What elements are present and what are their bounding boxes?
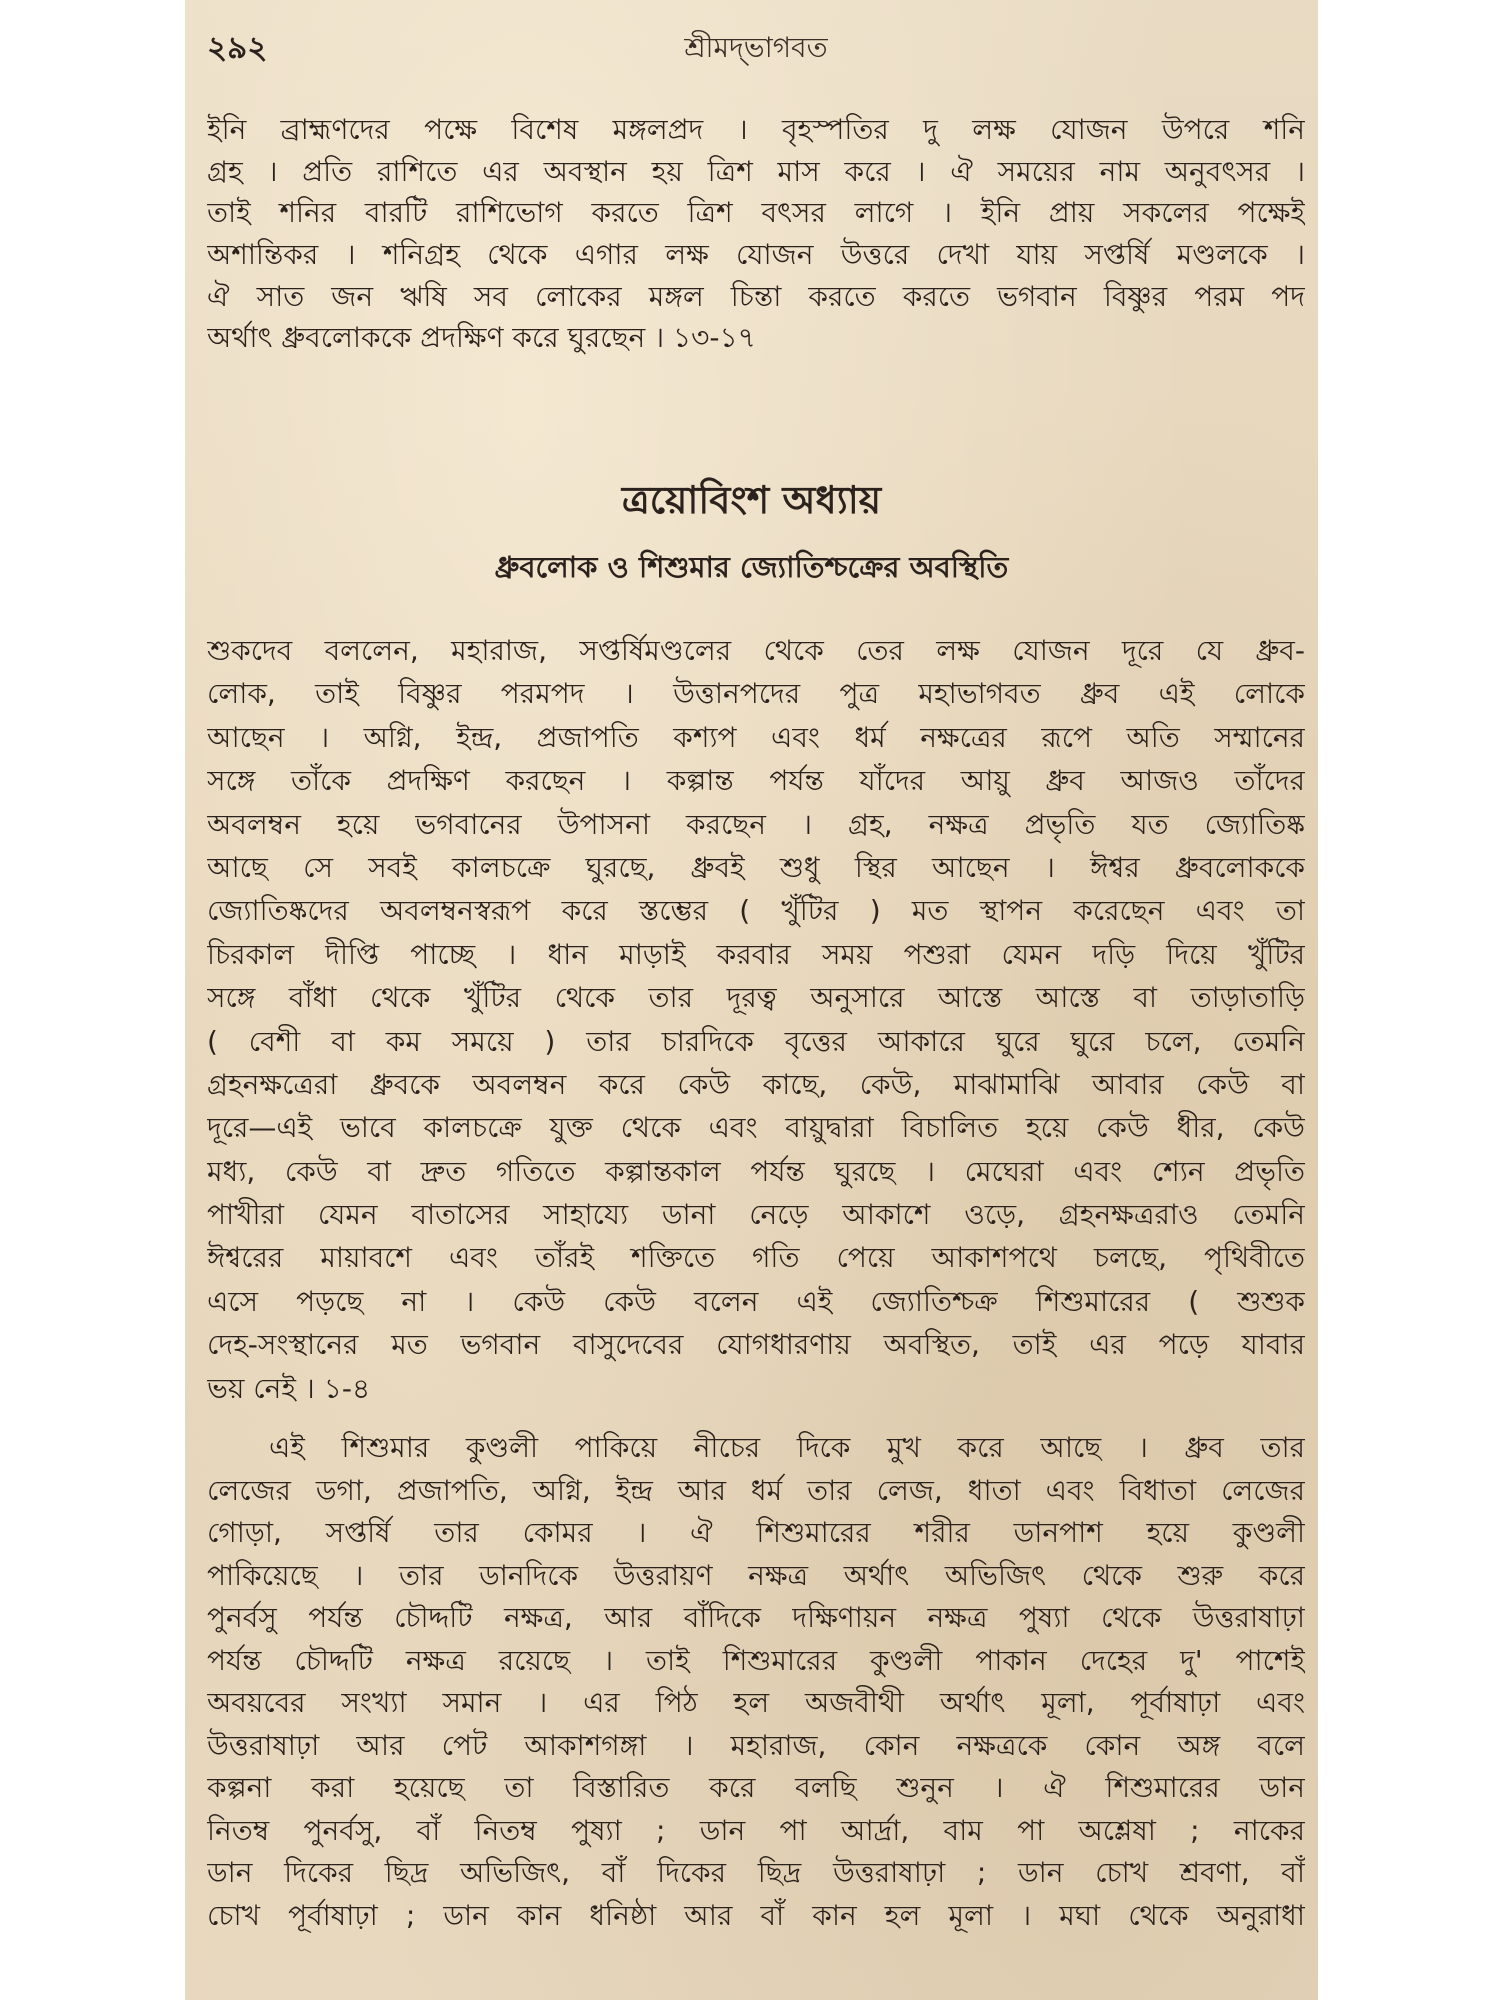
text-line: এই শিশুমার কুণ্ডলী পাকিয়ে নীচের দিকে মুখ করে আছে । ধ্রুব তার	[269, 1431, 1305, 1464]
page-header	[207, 26, 1305, 70]
chapter-subtitle: ধ্রুবলোক ও শিশুমার জ্যোতিশ্চক্রের অবস্থিতি	[494, 550, 1009, 584]
text-line: চোখ পূর্বাষাঢ়া ; ডান কান ধনিষ্ঠা আর বাঁ কান হল মূলা । মঘা থেকে অনুরাধা	[207, 1898, 1305, 1932]
text-line: জ্যোতিষ্কদের অবলম্বনস্বরূপ করে স্তম্ভের ( খুঁটির ) মত স্থাপন করেছেন এবং তা	[207, 894, 1305, 928]
paper-sheet	[185, 0, 1318, 2000]
text-line: পাকিয়েছে । তার ডানদিকে উত্তরায়ণ নক্ষত্র অর্থাৎ অভিজিৎ থেকে শুরু করে	[207, 1558, 1305, 1592]
text-line: পর্যন্ত চৌদ্দটি নক্ষত্র রয়েছে । তাই শিশুমারের কুণ্ডলী পাকান দেহের দু' পাশেই	[207, 1643, 1305, 1677]
text-line: সঙ্গে তাঁকে প্রদক্ষিণ করছেন । কল্পান্ত পর্যন্ত যাঁদের আয়ু ধ্রুব আজও তাঁদের	[207, 764, 1305, 798]
text-line: দেহ-সংস্থানের মত ভগবান বাসুদেবের যোগধারণায় অবস্থিত, তাই এর পড়ে যাবার	[207, 1328, 1305, 1362]
text-line: পুনর্বসু পর্যন্ত চৌদ্দটি নক্ষত্র, আর বাঁদিকে দক্ষিণায়ন নক্ষত্র পুষ্যা থেকে উত্তরাষাঢ়া	[207, 1601, 1305, 1634]
text-line: ( বেশী বা কম সময়ে ) তার চারদিকে বৃত্তের আকারে ঘুরে ঘুরে চলে, তেমনি	[207, 1024, 1305, 1058]
text-line: গ্রহনক্ষত্রেরা ধ্রুবকে অবলম্বন করে কেউ কাছে, কেউ, মাঝামাঝি আবার কেউ বা	[207, 1067, 1305, 1101]
text-line: ডান দিকের ছিদ্র অভিজিৎ, বাঁ দিকের ছিদ্র উত্তরাষাঢ়া ; ডান চোখ শ্রবণা, বাঁ	[207, 1856, 1305, 1889]
paragraph	[207, 629, 1305, 1410]
running-title: শ্রীমদ্‌ভাগবত	[684, 31, 828, 64]
text-line: এসে পড়ছে না । কেউ কেউ বলেন এই জ্যোতিশ্চক্র শিশুমারের ( শুশুক	[207, 1284, 1305, 1318]
text-line: অবলম্বন হয়ে ভগবানের উপাসনা করছেন । গ্রহ, নক্ষত্র প্রভৃতি যত জ্যোতিষ্ক	[207, 807, 1305, 841]
text-line: অর্থাৎ ধ্রুবলোককে প্রদক্ষিণ করে ঘুরছেন । ১৩-১৭	[207, 321, 756, 355]
text-line: আছেন । অগ্নি, ইন্দ্র, প্রজাপতি কশ্যপ এবং ধর্ম নক্ষত্রের রূপে অতি সম্মানের	[207, 720, 1305, 754]
text-line: ভয় নেই । ১-৪	[207, 1371, 371, 1405]
text-line: চিরকাল দীপ্তি পাচ্ছে । ধান মাড়াই করবার সময় পশুরা যেমন দড়ি দিয়ে খুঁটির	[207, 937, 1305, 971]
text-line: ঐ সাত জন ঋষি সব লোকের মঙ্গল চিন্তা করতে করতে ভগবান বিষ্ণুর পরম পদ	[207, 279, 1305, 313]
text-line: নিতম্ব পুনর্বসু, বাঁ নিতম্ব পুষ্যা ; ডান পা আর্দ্রা, বাম পা অশ্লেষা ; নাকের	[207, 1813, 1305, 1847]
text-line: পাখীরা যেমন বাতাসের সাহায্যে ডানা নেড়ে আকাশে ওড়ে, গ্রহনক্ষত্ররাও তেমনি	[207, 1198, 1305, 1232]
text-line: শুকদেব বললেন, মহারাজ, সপ্তর্ষিমণ্ডলের থেকে তের লক্ষ যোজন দূরে যে ধ্রুব-	[207, 634, 1305, 667]
text-line: গ্রহ । প্রতি রাশিতে এর অবস্থান হয় ত্রিশ মাস করে । ঐ সময়ের নাম অনুবৎসর ।	[207, 154, 1305, 188]
text-line: তাই শনির বারটি রাশিভোগ করতে ত্রিশ বৎসর লাগে । ইনি প্রায় সকলের পক্ষেই	[207, 196, 1305, 230]
text-line: আছে সে সবই কালচক্রে ঘুরছে, ধ্রুবই শুধু স্থির আছেন । ঈশ্বর ধ্রুবলোককে	[207, 850, 1305, 884]
text-line: উত্তরাষাঢ়া আর পেট আকাশগঙ্গা । মহারাজ, কোন নক্ষত্রকে কোন অঙ্গ বলে	[207, 1728, 1305, 1762]
text-line: ইনি ব্রাহ্মণদের পক্ষে বিশেষ মঙ্গলপ্রদ । বৃহস্পতির দু লক্ষ যোজন উপরে শনি	[207, 113, 1305, 146]
text-line: গোড়া, সপ্তর্ষি তার কোমর । ঐ শিশুমারের শরীর ডানপাশ হয়ে কুণ্ডলী	[207, 1516, 1305, 1549]
paragraph-continued	[207, 109, 1305, 359]
text-line: লোক, তাই বিষ্ণুর পরমপদ । উত্তানপদের পুত্র মহাভাগবত ধ্রুব এই লোকে	[207, 677, 1305, 711]
text-line: অবয়বের সংখ্যা সমান । এর পিঠ হল অজবীথী অর্থাৎ মূলা, পূর্বাষাঢ়া এবং	[207, 1686, 1305, 1719]
text-line: লেজের ডগা, প্রজাপতি, অগ্নি, ইন্দ্র আর ধর্ম তার লেজ, ধাতা এবং বিধাতা লেজের	[207, 1473, 1305, 1507]
page-number: ২৯২	[207, 30, 268, 66]
paragraph	[207, 1427, 1305, 1937]
text-line: মধ্য, কেউ বা দ্রুত গতিতে কল্পান্তকাল পর্যন্ত ঘুরছে । মেঘেরা এবং শ্যেন প্রভৃতি	[207, 1154, 1305, 1188]
text-line: দূরে—এই ভাবে কালচক্রে যুক্ত থেকে এবং বায়ুদ্বারা বিচালিত হয়ে কেউ ধীর, কেউ	[207, 1111, 1305, 1145]
chapter-title: ত্রয়োবিংশ অধ্যায়	[621, 478, 882, 522]
text-line: কল্পনা করা হয়েছে তা বিস্তারিত করে বলছি শুনুন । ঐ শিশুমারের ডান	[207, 1771, 1305, 1804]
text-line: সঙ্গে বাঁধা থেকে খুঁটির থেকে তার দূরত্ব অনুসারে আস্তে আস্তে বা তাড়াতাড়ি	[207, 981, 1305, 1015]
text-line: অশান্তিকর । শনিগ্রহ থেকে এগার লক্ষ যোজন উত্তরে দেখা যায় সপ্তর্ষি মণ্ডলকে ।	[207, 238, 1305, 272]
text-line: ঈশ্বরের মায়াবশে এবং তাঁরই শক্তিতে গতি পেয়ে আকাশপথে চলছে, পৃথিবীতে	[207, 1241, 1305, 1275]
